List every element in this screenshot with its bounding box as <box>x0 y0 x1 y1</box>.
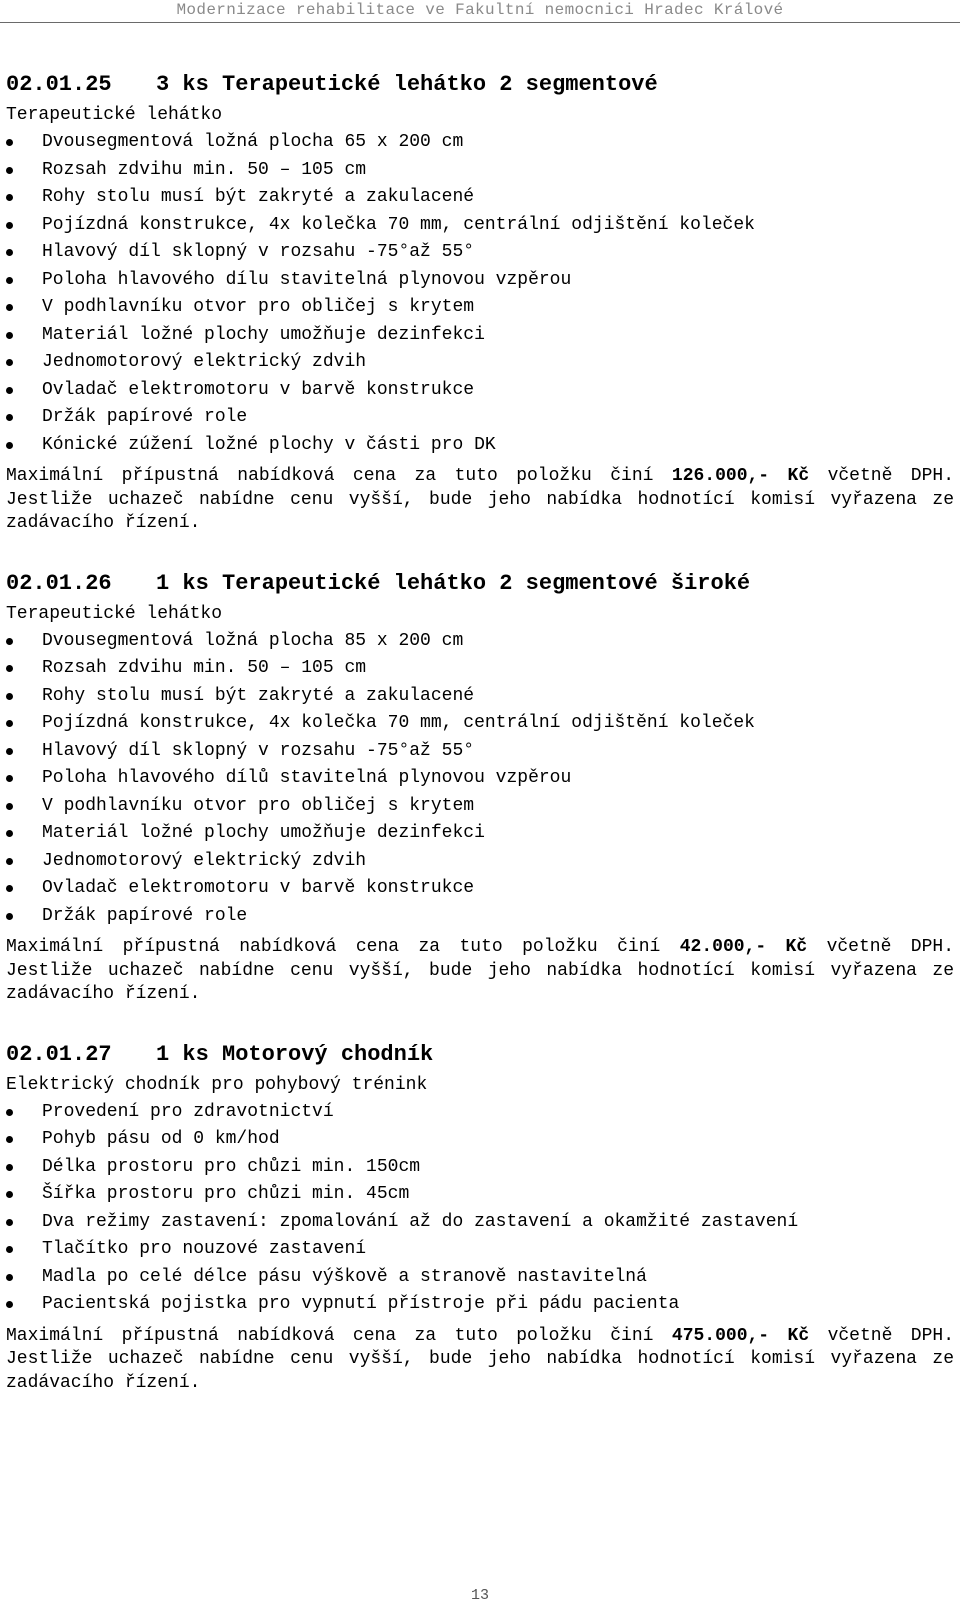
list-item: Držák papírové role <box>6 903 954 931</box>
header-title: Modernizace rehabilitace ve Fakultní nemocnici Hradec Králové <box>176 1 784 19</box>
list-item: Rohy stolu musí být zakryté a zakulacené <box>6 683 954 711</box>
list-item: Držák papírové role <box>6 404 954 432</box>
list-item: Rozsah zdvihu min. 50 – 105 cm <box>6 157 954 185</box>
list-item: Poloha hlavového dílů stavitelná plynovou vzpěrou <box>6 765 954 793</box>
price-text-after: včetně DPH. Jestliže uchazeč nabídne cenu vyšší, bude jeho nabídka hodnotící komisí vyřazena ze zadávacího řízení. <box>6 937 955 1004</box>
list-item: Dva režimy zastavení: zpomalování až do zastavení a okamžité zastavení <box>6 1209 954 1237</box>
section-02-01-25 <box>6 70 954 536</box>
section-subtitle: Terapeutické lehátko <box>6 105 223 125</box>
spec-list <box>6 1099 954 1319</box>
section-title <box>6 569 954 599</box>
price-amount: 126.000,- Kč <box>671 466 810 486</box>
list-item: Délka prostoru pro chůzi min. 150cm <box>6 1154 954 1182</box>
list-item: Jednomotorový elektrický zdvih <box>6 349 954 377</box>
list-item: Rohy stolu musí být zakryté a zakulacené <box>6 184 954 212</box>
list-item: Provedení pro zdravotnictví <box>6 1099 954 1127</box>
list-item: V podhlavníku otvor pro obličej s krytem <box>6 294 954 322</box>
list-item: Ovladač elektromotoru v barvě konstrukce <box>6 875 954 903</box>
list-item: Madla po celé délce pásu výškově a stranově nastavitelná <box>6 1264 954 1292</box>
list-item: V podhlavníku otvor pro obličej s krytem <box>6 793 954 821</box>
list-item: Ovladač elektromotoru v barvě konstrukce <box>6 377 954 405</box>
price-text-before: Maximální přípustná nabídková cena za tuto položku činí <box>6 466 672 486</box>
list-item: Pacientská pojistka pro vypnutí přístroje při pádu pacienta <box>6 1291 954 1319</box>
spec-list <box>6 628 954 931</box>
section-02-01-27 <box>6 1040 954 1396</box>
section-title <box>6 1040 954 1070</box>
list-item: Hlavový díl sklopný v rozsahu -75°až 55° <box>6 239 954 267</box>
section-heading: 1 ks Motorový chodník <box>156 1041 434 1067</box>
price-text-after: včetně DPH. Jestliže uchazeč nabídne cenu vyšší, bude jeho nabídka hodnotící komisí vyřazena ze zadávacího řízení. <box>6 466 955 533</box>
section-number: 02.01.26 <box>6 570 112 596</box>
list-item: Materiál ložné plochy umožňuje dezinfekci <box>6 820 954 848</box>
list-item: Materiál ložné plochy umožňuje dezinfekci <box>6 322 954 350</box>
section-heading: 3 ks Terapeutické lehátko 2 segmentové <box>156 72 658 97</box>
section-number: 02.01.25 <box>6 72 112 97</box>
price-text-before: Maximální přípustná nabídková cena za tuto položku činí <box>6 937 680 957</box>
price-text-after: včetně DPH. Jestliže uchazeč nabídne cenu vyšší, bude jeho nabídka hodnotící komisí vyřazena ze zadávacího řízení. <box>6 1325 955 1393</box>
section-number: 02.01.27 <box>6 1041 112 1067</box>
max-price-note <box>6 1325 954 1396</box>
max-price-note <box>6 936 954 1007</box>
list-item: Rozsah zdvihu min. 50 – 105 cm <box>6 655 954 683</box>
section-subtitle: Elektrický chodník pro pohybový trénink <box>6 1074 428 1095</box>
section-title <box>6 70 954 100</box>
list-item: Pohyb pásu od 0 km/hod <box>6 1126 954 1154</box>
page-number: 13 <box>470 1587 489 1604</box>
section-subtitle: Terapeutické lehátko <box>6 603 223 624</box>
list-item: Pojízdná konstrukce, 4x kolečka 70 mm, centrální odjištění koleček <box>6 710 954 738</box>
document-body <box>6 70 954 1395</box>
list-item: Poloha hlavového dílu stavitelná plynovou vzpěrou <box>6 267 954 295</box>
list-item: Jednomotorový elektrický zdvih <box>6 848 954 876</box>
section-02-01-26 <box>6 569 954 1007</box>
spec-list <box>6 129 954 459</box>
price-text-before: Maximální přípustná nabídková cena za tuto položku činí <box>6 1325 672 1346</box>
price-amount: 475.000,- Kč <box>671 1325 810 1346</box>
list-item: Pojízdná konstrukce, 4x kolečka 70 mm, centrální odjištění koleček <box>6 212 954 240</box>
list-item: Hlavový díl sklopný v rozsahu -75°až 55° <box>6 738 954 766</box>
section-heading: 1 ks Terapeutické lehátko 2 segmentové široké <box>156 570 751 596</box>
price-amount: 42.000,- Kč <box>679 937 808 957</box>
max-price-note <box>6 465 954 536</box>
list-item: Dvousegmentová ložná plocha 85 x 200 cm <box>6 628 954 656</box>
list-item: Tlačítko pro nouzové zastavení <box>6 1236 954 1264</box>
list-item: Dvousegmentová ložná plocha 65 x 200 cm <box>6 129 954 157</box>
page-header <box>0 0 960 23</box>
list-item: Šířka prostoru pro chůzi min. 45cm <box>6 1181 954 1209</box>
list-item: Kónické zúžení ložné plochy v části pro DK <box>6 432 954 460</box>
